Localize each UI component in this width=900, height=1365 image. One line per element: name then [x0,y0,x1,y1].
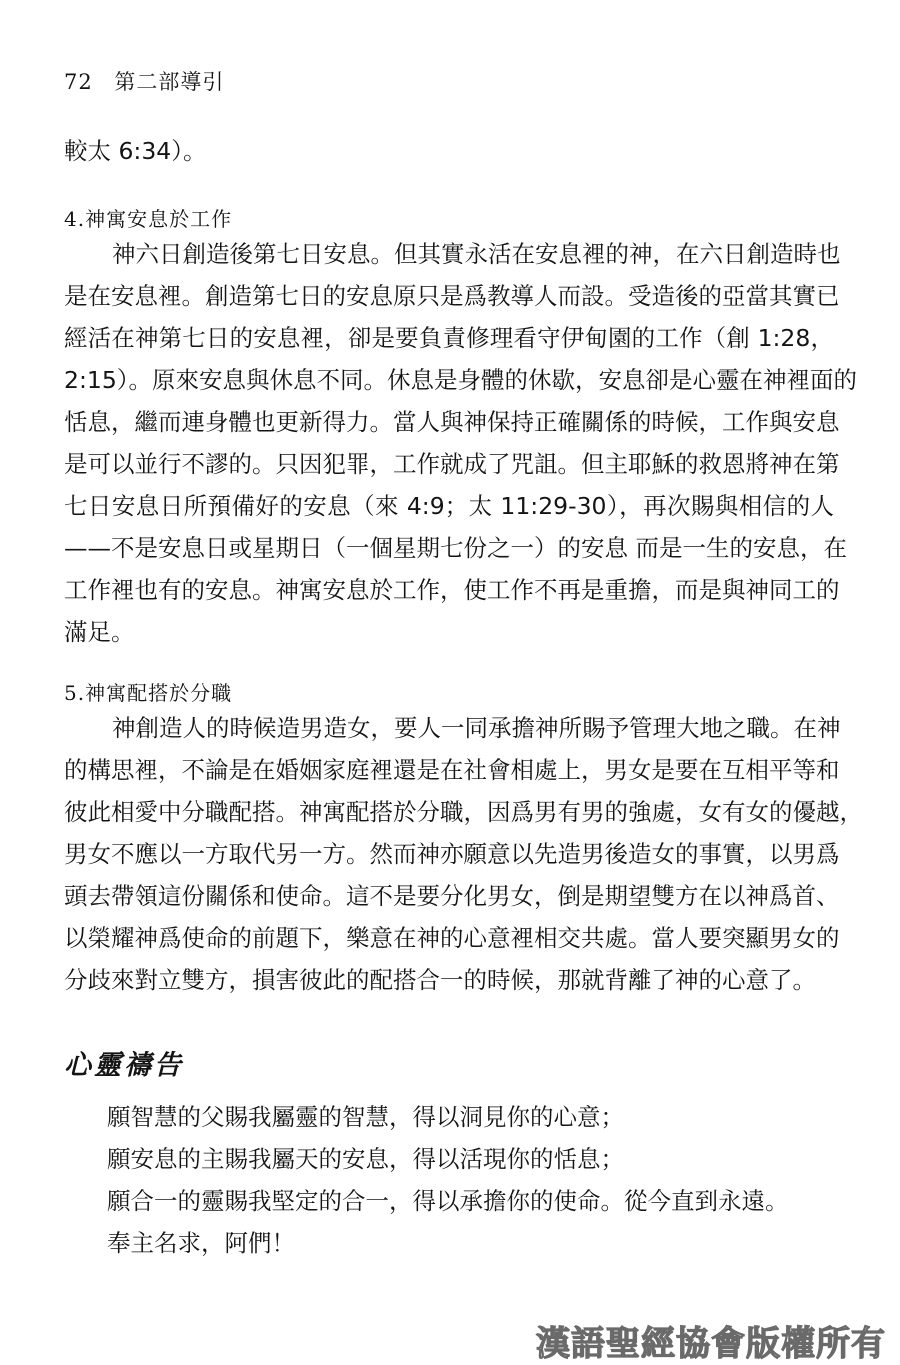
body-line: 分歧來對立雙方，損害彼此的配搭合一的時候，那就背離了神的心意了。 [64,966,816,994]
running-header [64,66,224,96]
body-line: 神六日創造後第七日安息。但其實永活在安息裡的神，在六日創造時也 [112,240,841,268]
continuation-line: 較太 6:34）。 [64,137,207,165]
body-line: 彼此相愛中分職配搭。神寓配搭於分職，因爲男有男的強處，女有女的優越， [64,798,863,826]
copyright-watermark: 漢語聖經協會版權所有 [536,1324,886,1364]
prayer-title: 心靈禱告 [64,1050,184,1081]
body-line: ——不是安息日或星期日（一個星期七份之一）的安息 而是一生的安息，在 [64,534,847,562]
body-line: 滿足。 [64,618,135,646]
body-line: 是在安息裡。創造第七日的安息原只是爲教導人而設。受造後的亞當其實已 [64,282,840,310]
body-line: 頭去帶領這份關係和使命。這不是要分化男女，倒是期望雙方在以神爲首、 [64,882,840,910]
body-line: 男女不應以一方取代另一方。然而神亦願意以先造男後造女的事實，以男爲 [64,840,840,868]
prayer-line: 奉主名求，阿們！ [107,1229,295,1257]
body-line: 恬息，繼而連身體也更新得力。當人與神保持正確關係的時候，工作與安息 [64,408,840,436]
prayer-line: 願智慧的父賜我屬靈的智慧，得以洞見你的心意； [107,1103,624,1131]
body-line: 是可以並行不謬的。只因犯罪，工作就成了咒詛。但主耶穌的救恩將神在第 [64,450,840,478]
page-number: 72 [64,70,93,94]
body-line: 以榮耀神爲使命的前題下，樂意在神的心意裡相交共處。當人要突顯男女的 [64,924,840,952]
section-4-heading: 4.神寓安息於工作 [64,207,233,231]
body-line: 七日安息日所預備好的安息（來 4:9；太 11:29-30），再次賜與相信的人 [64,492,834,520]
body-line: 經活在神第七日的安息裡，卻是要負責修理看守伊甸園的工作（創 1:28， [64,324,834,352]
body-line: 的構思裡，不論是在婚姻家庭裡還是在社會相處上，男女是要在互相平等和 [64,756,840,784]
section-5-heading: 5.神寓配搭於分職 [64,681,233,705]
body-line: 工作裡也有的安息。神寓安息於工作，使工作不再是重擔，而是與神同工的 [64,576,840,604]
part-title: 第二部導引 [114,70,225,94]
body-line: 神創造人的時候造男造女，要人一同承擔神所賜予管理大地之職。在神 [112,714,841,742]
body-line: 2:15）。原來安息與休息不同。休息是身體的休歇，安息卻是心靈在神裡面的 [64,366,858,394]
prayer-line: 願合一的靈賜我堅定的合一，得以承擔你的使命。從今直到永遠。 [107,1187,789,1215]
prayer-line: 願安息的主賜我屬天的安息，得以活現你的恬息； [107,1145,624,1173]
